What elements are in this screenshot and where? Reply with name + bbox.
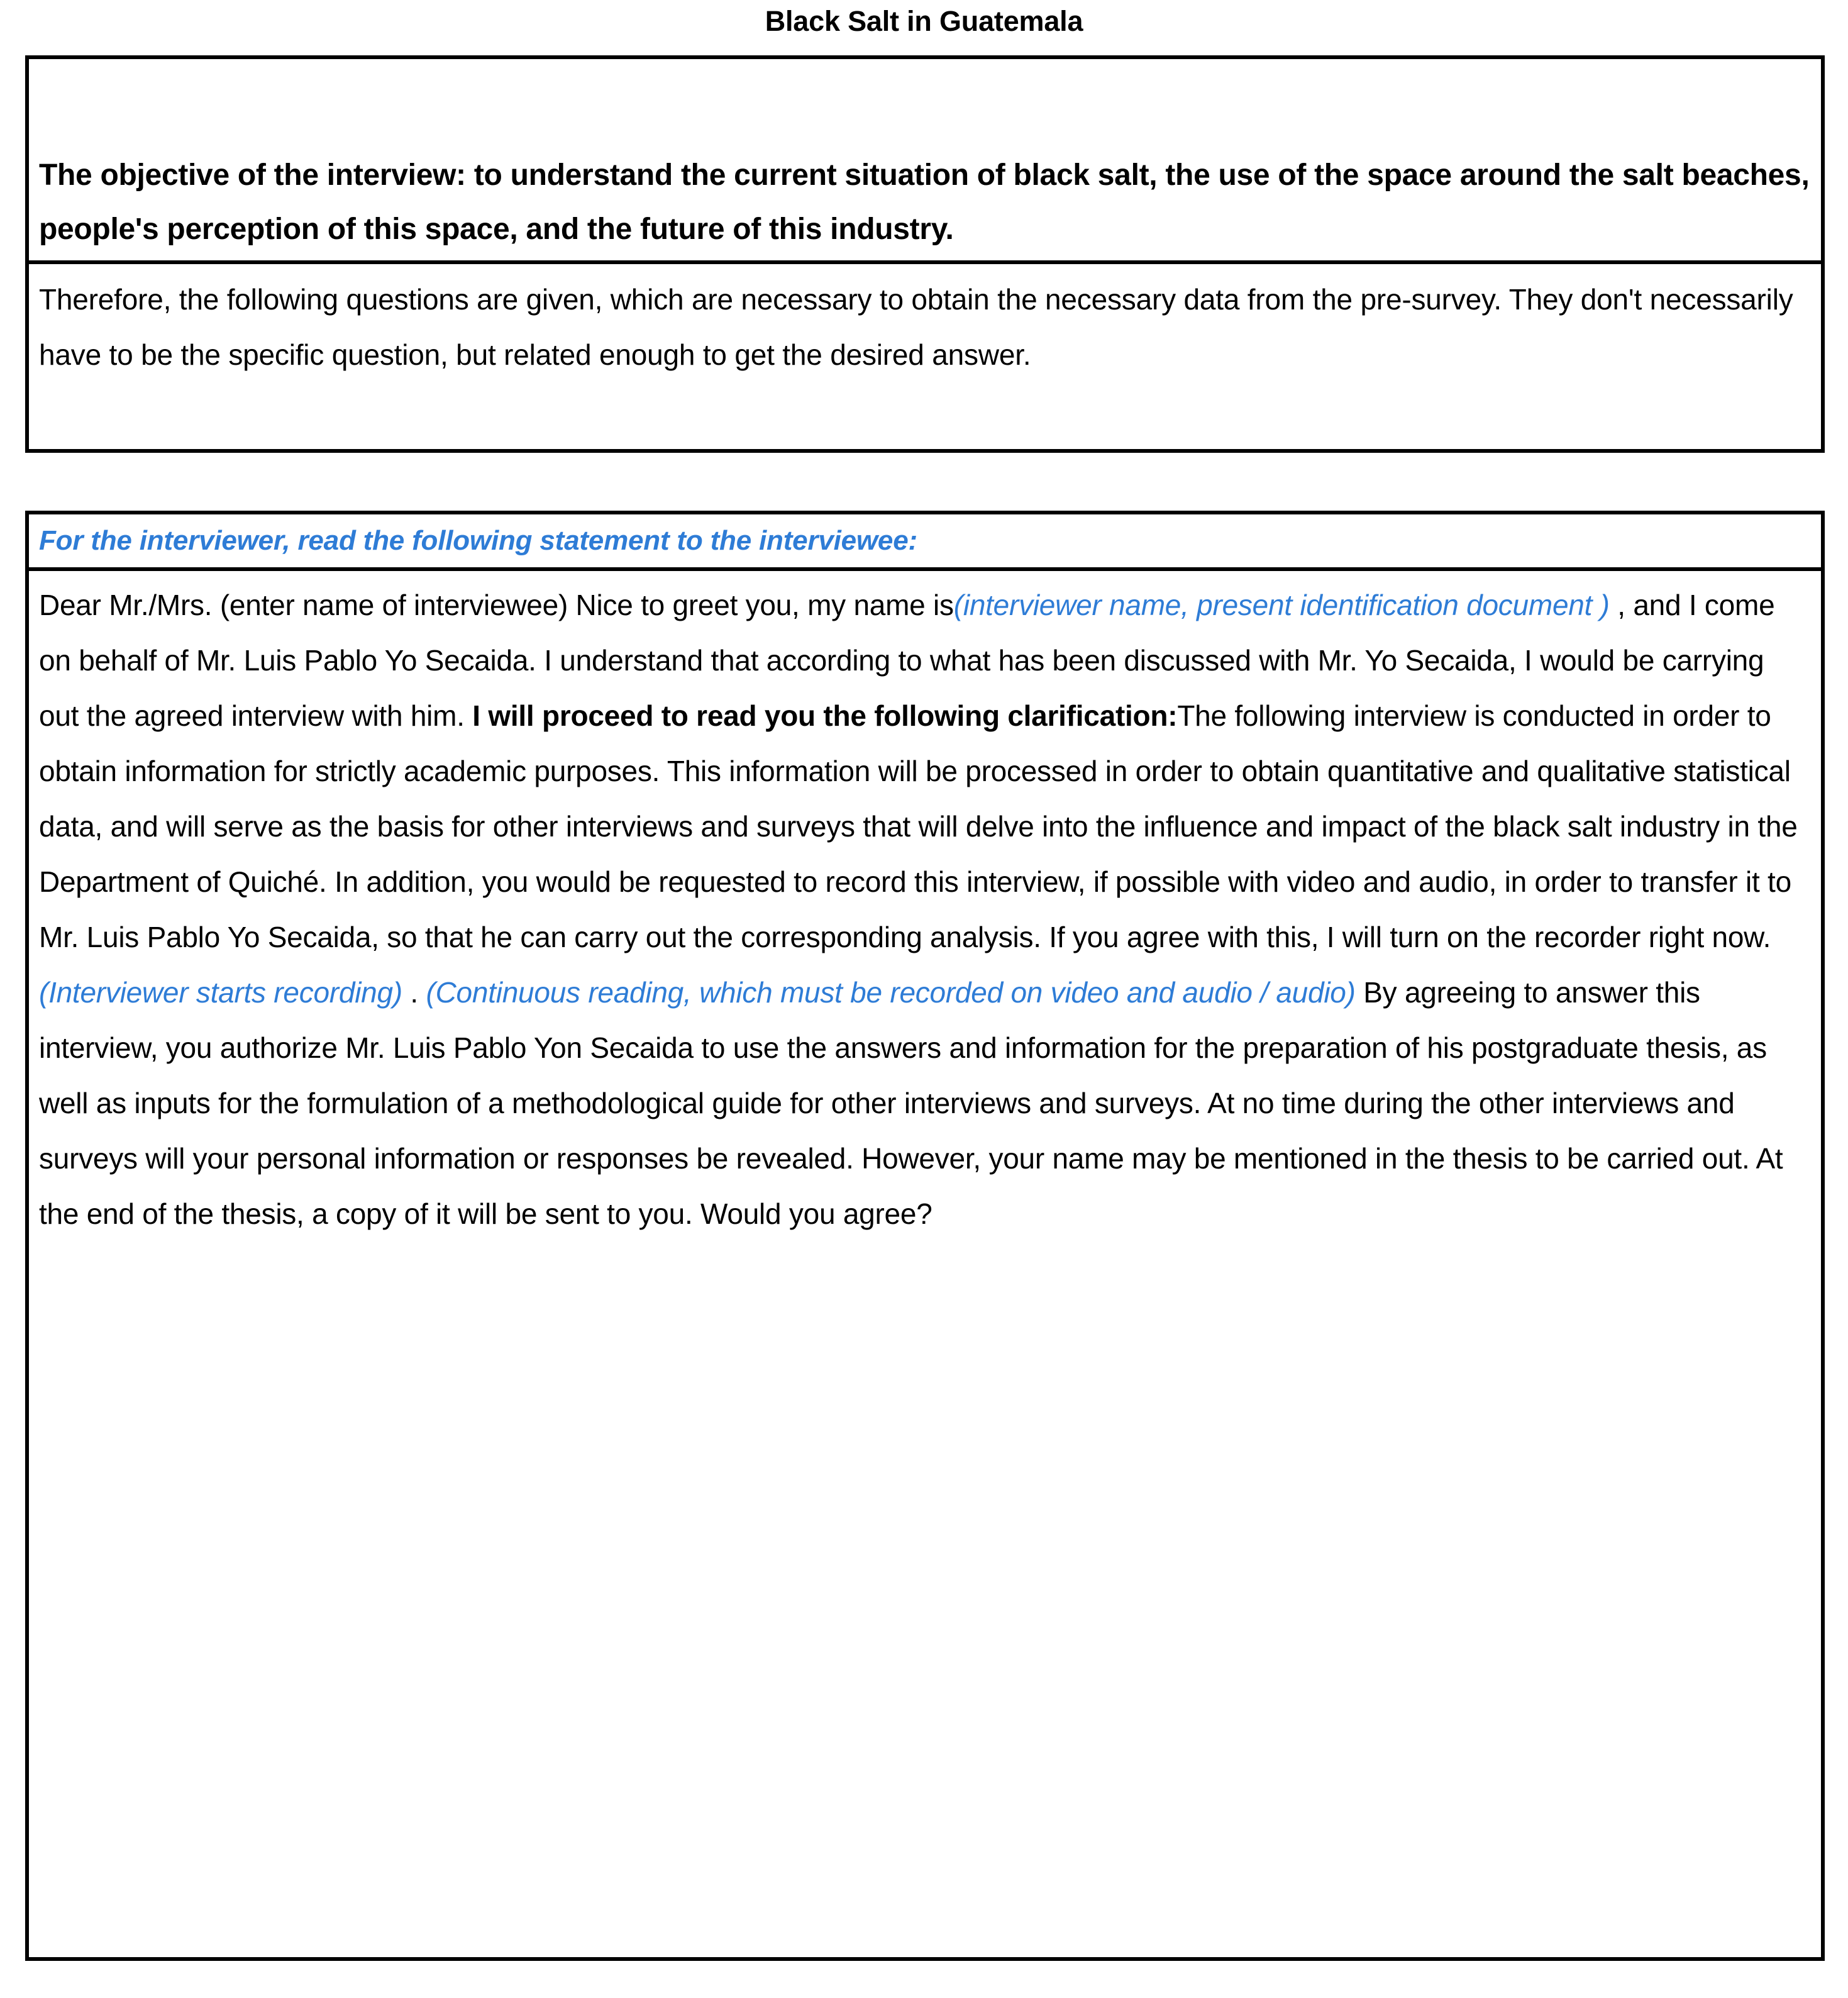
statement-run-bold: I will proceed to read you the following clarification: — [472, 699, 1178, 732]
statement-body-cell — [29, 567, 1821, 1957]
statement-run-plain: Dear Mr./Mrs. (enter name of interviewee) Nice to greet you, my name is — [39, 589, 954, 621]
statement-run-blue-italic: (Continuous reading, which must be recorded on video and audio / audio) — [426, 976, 1356, 1009]
therefore-text: Therefore, the following questions are given, which are necessary to obtain the necessary data from the pre-survey. They don't necessarily have to be the specific question, but related enough to get the desired answer. — [39, 283, 1793, 371]
statement-run-blue-italic: (Interviewer starts recording) — [39, 976, 402, 1009]
statement-run-plain: . — [402, 976, 426, 1009]
statement-body-text — [39, 577, 1811, 1241]
statement-run-plain: , and I come on behalf of Mr. Luis Pablo Yo Secaida. I understand that according to what has been discussed with Mr. Yo Secaida, I would be carrying out the agreed interview with him. — [39, 589, 1775, 732]
statement-run-plain: The following interview is conducted in order to obtain information for strictly academic purposes. This information will be processed in order to obtain quantitative and qualitative statistical data, and will serve as the basis for other interviews and surveys that will delve into the influence and impact of the black salt industry in the Department of Quiché. In addition, you would be requested to record this interview, if possible with video and audio, in order to transfer it to Mr. Luis Pablo Yo Secaida, so that he can carry out the corresponding analysis. If you agree with this, I will turn on the recorder right now. — [39, 699, 1798, 953]
interviewer-statement-box — [25, 511, 1825, 1961]
therefore-cell — [29, 260, 1821, 449]
statement-heading: For the interviewer, read the following statement to the interviewee: — [39, 525, 917, 556]
objective-cell — [29, 59, 1821, 260]
statement-run-plain: By agreeing to answer this interview, you authorize Mr. Luis Pablo Yon Secaida to use the answers and information for the preparation of his postgraduate thesis, as well as inputs for the formulation of a methodological guide for other interviews and surveys. At no time during the other interviews and surveys will your personal information or responses be revealed. However, your name may be mentioned in the thesis to be carried out. At the end of the thesis, a copy of it will be sent to you. Would you agree? — [39, 976, 1783, 1230]
statement-run-blue-italic: (interviewer name, present identification document ) — [953, 589, 1618, 621]
objective-box — [25, 55, 1825, 453]
statement-heading-cell — [29, 514, 1821, 567]
page-title: Black Salt in Guatemala — [765, 5, 1083, 37]
objective-text: The objective of the interview: to understand the current situation of black salt, the use of the space around the salt beaches, people's perception of this space, and the future of this industry. — [39, 158, 1810, 246]
